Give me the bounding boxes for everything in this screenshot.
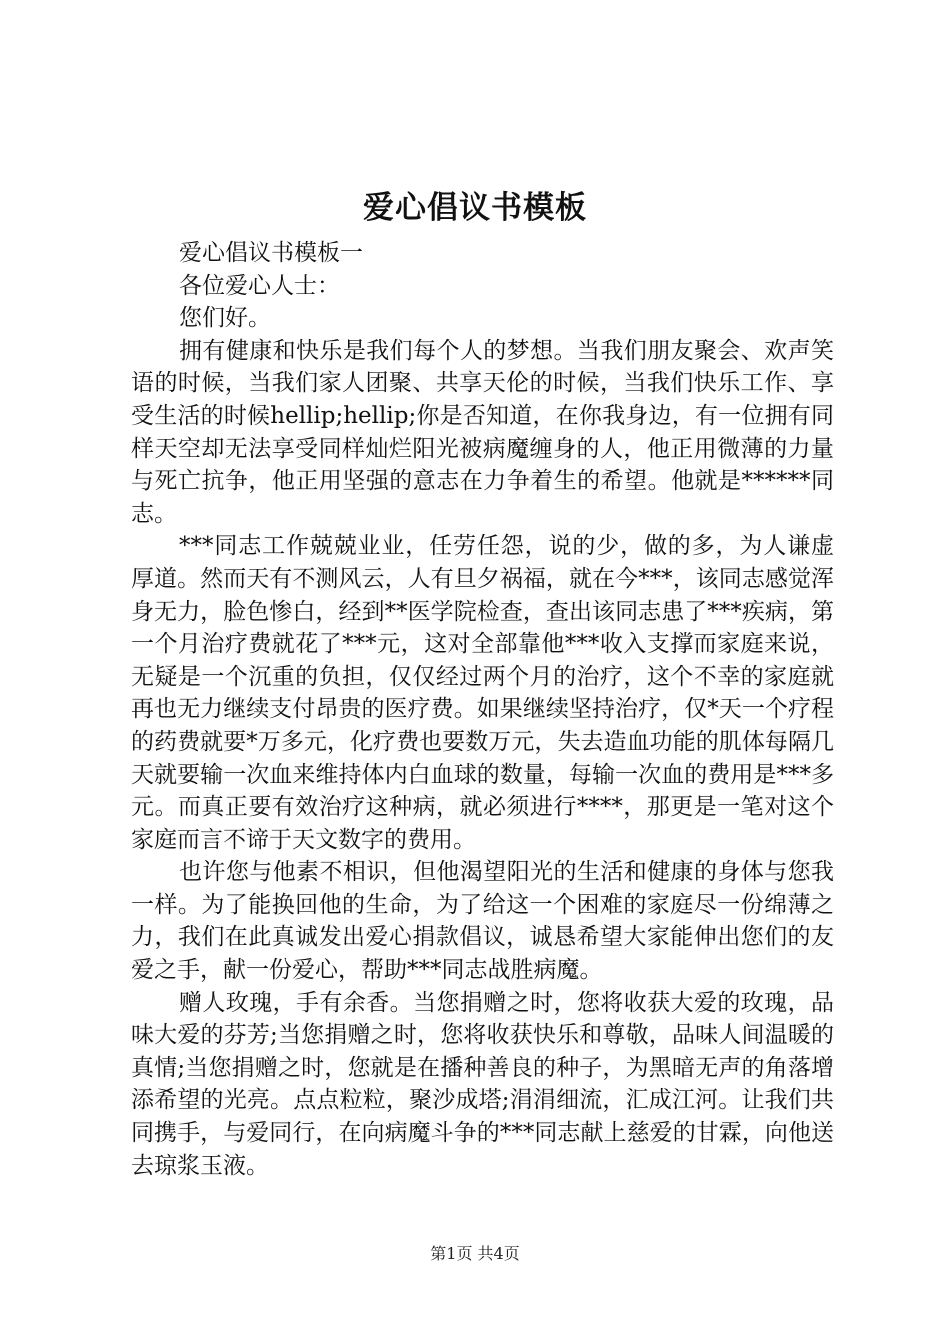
- paragraph-appeal: 也许您与他素不相识，但他渴望阳光的生活和健康的身体与您我一样。为了能换回他的生命，为了给这一个困难的家庭尽一份绵薄之力，我们在此真诚发出爱心捐款倡议，诚恳希望大家能伸出您们的友爱之手，献一份爱心，帮助***同志战胜病魔。: [131, 859, 834, 984]
- paragraph-subtitle: 爱心倡议书模板一: [179, 240, 363, 266]
- page-indicator: 第1页 共4页: [430, 1244, 520, 1263]
- document-body: [131, 237, 834, 1182]
- document-title: 爱心倡议书模板: [363, 190, 587, 226]
- paragraph-situation: ***同志工作兢兢业业，任劳任怨，说的少，做的多，为人谦虚厚道。然而天有不测风云，人有旦夕祸福，就在今***，该同志感觉浑身无力，脸色惨白，经到**医学院检查，查出该同志患了***疾病，第一个月治疗费就花了***元，这对全部靠他***收入支撑而家庭来说，无疑是一个沉重的负担，仅仅经过两个月的治疗，这个不幸的家庭就再也无力继续支付昂贵的医疗费。如果继续坚持治疗，仅*天一个疗程的药费就要*万多元，化疗费也要数万元，失去造血功能的肌体每隔几天就要输一次血来维持体内白血球的数量，每输一次血的费用是***多元。而真正要有效治疗这种病，就必须进行****，那更是一笔对这个家庭而言不谛于天文数字的费用。: [131, 533, 835, 853]
- paragraph-closing: 赠人玫瑰，手有余香。当您捐赠之时，您将收获大爱的玫瑰，品味大爱的芬芳;当您捐赠之时，您将收获快乐和尊敬，品味人间温暖的真情;当您捐赠之时，您就是在播种善良的种子，为黑暗无声的角落增添希望的光亮。点点粒粒，聚沙成塔;涓涓细流，汇成江河。让我们共同携手，与爱同行，在向病魔斗争的***同志献上慈爱的甘霖，向他送去琼浆玉液。: [131, 989, 834, 1179]
- paragraph-salutation: 各位爱心人士：: [179, 272, 340, 299]
- paragraph-intro: 拥有健康和快乐是我们每个人的梦想。当我们朋友聚会、欢声笑语的时候，当我们家人团聚、共享天伦的时候，当我们快乐工作、享受生活的时候hellip;hellip;你是否知道，在你我身边，有一位拥有同样天空却无法享受同样灿烂阳光被病魔缠身的人，他正用微薄的力量与死亡抗争，他正用坚强的意志在力争着生的希望。他就是******同志。: [131, 337, 834, 527]
- paragraph-greeting: 您们好。: [179, 305, 271, 332]
